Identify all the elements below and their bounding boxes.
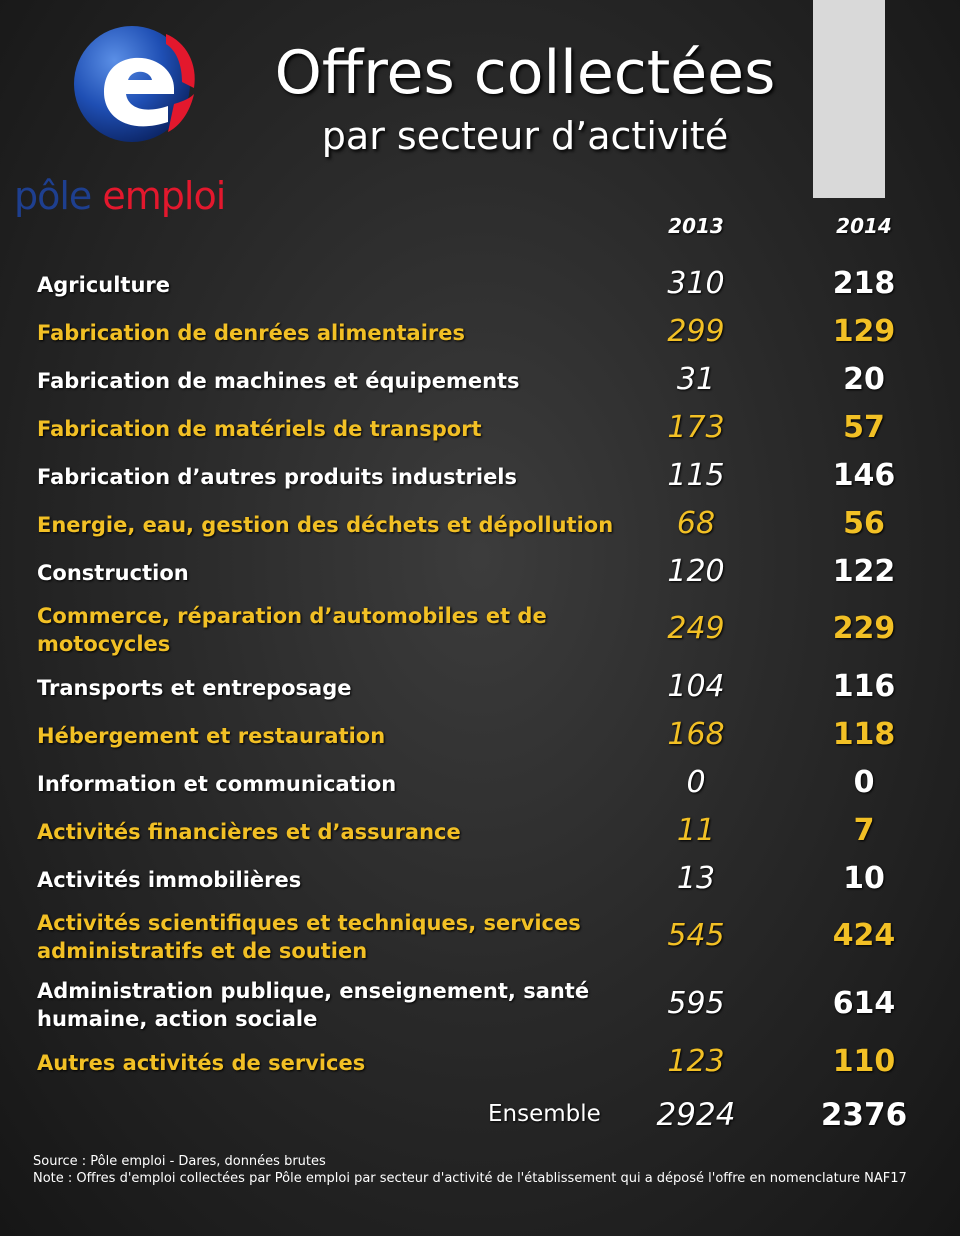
value-2013: 31: [676, 362, 716, 397]
row-label: Administration publique, enseignement, santé humaine, action sociale: [37, 979, 590, 1031]
value-2014: 218: [832, 266, 896, 301]
value-2014: 614: [832, 986, 896, 1021]
value-2014: 424: [832, 918, 896, 953]
value-2013: 0: [686, 765, 706, 800]
value-2013: 545: [667, 918, 725, 953]
value-2014: 129: [832, 314, 896, 349]
chart-subtitle: par secteur d’activité: [321, 114, 729, 158]
value-2013: 123: [667, 1044, 725, 1079]
row-label: Agriculture: [37, 273, 171, 297]
logo-wordmark: [14, 174, 225, 218]
value-2014: 110: [832, 1044, 896, 1079]
chart-title: Offres collectées: [274, 38, 776, 108]
row-label: Information et communication: [37, 772, 397, 796]
value-2013: 173: [667, 410, 725, 445]
row-label: Autres activités de services: [37, 1051, 366, 1075]
value-2013: 168: [667, 717, 725, 752]
value-2013: 595: [667, 986, 725, 1021]
value-2013: 104: [667, 669, 725, 704]
value-2014: 229: [832, 611, 896, 646]
value-2014: 20: [843, 362, 885, 397]
value-2013: 68: [676, 506, 716, 541]
value-2013: 249: [667, 611, 725, 646]
value-2014: 10: [843, 861, 885, 896]
value-2014: 122: [832, 554, 896, 589]
total-label: Ensemble: [488, 1101, 601, 1127]
row-label: Fabrication de machines et équipements: [37, 369, 520, 393]
pole-emploi-logo: [14, 22, 254, 218]
row-label: Activités scientifiques et techniques, services administratifs et de soutien: [37, 911, 581, 963]
value-2014: 57: [843, 410, 885, 445]
value-2013: 13: [676, 861, 716, 896]
value-2013: 299: [667, 314, 725, 349]
column-header-2014: 2014: [836, 214, 892, 238]
decorative-grey-bar: [813, 0, 885, 198]
pole-emploi-e-icon: [70, 22, 200, 152]
row-label: Fabrication de matériels de transport: [37, 417, 482, 441]
row-label: Activités financières et d’assurance: [37, 820, 461, 844]
total-value-2014: 2376: [820, 1097, 908, 1133]
logo-text-emploi: emploi: [102, 174, 226, 218]
row-label: Commerce, réparation d’automobiles et de motocycles: [37, 604, 547, 656]
value-2014: 7: [853, 813, 875, 848]
row-label: Fabrication de denrées alimentaires: [37, 321, 466, 345]
row-label: Construction: [37, 561, 189, 585]
value-2013: 120: [667, 554, 725, 589]
value-2014: 0: [853, 765, 875, 800]
footnote-note: Note : Offres d'emploi collectées par Pôle emploi par secteur d'activité de l'établissement qui a déposé l'offre en nomenclature NAF17: [33, 1171, 907, 1186]
total-value-2013: 2924: [656, 1097, 736, 1133]
row-label: Fabrication d’autres produits industriels: [37, 465, 518, 489]
row-label: Hébergement et restauration: [37, 724, 386, 748]
row-label: Activités immobilières: [37, 868, 302, 892]
value-2014: 56: [843, 506, 885, 541]
value-2013: 115: [667, 458, 725, 493]
logo-text-pole: pôle: [14, 174, 92, 218]
column-header-2013: 2013: [668, 214, 724, 238]
row-label: Transports et entreposage: [37, 676, 352, 700]
footnote-source: Source : Pôle emploi - Dares, données brutes: [33, 1154, 326, 1169]
value-2014: 118: [832, 717, 896, 752]
value-2013: 310: [667, 266, 725, 301]
value-2014: 116: [832, 669, 896, 704]
value-2014: 146: [832, 458, 896, 493]
value-2013: 11: [676, 813, 716, 848]
row-label: Energie, eau, gestion des déchets et dépollution: [37, 513, 614, 537]
